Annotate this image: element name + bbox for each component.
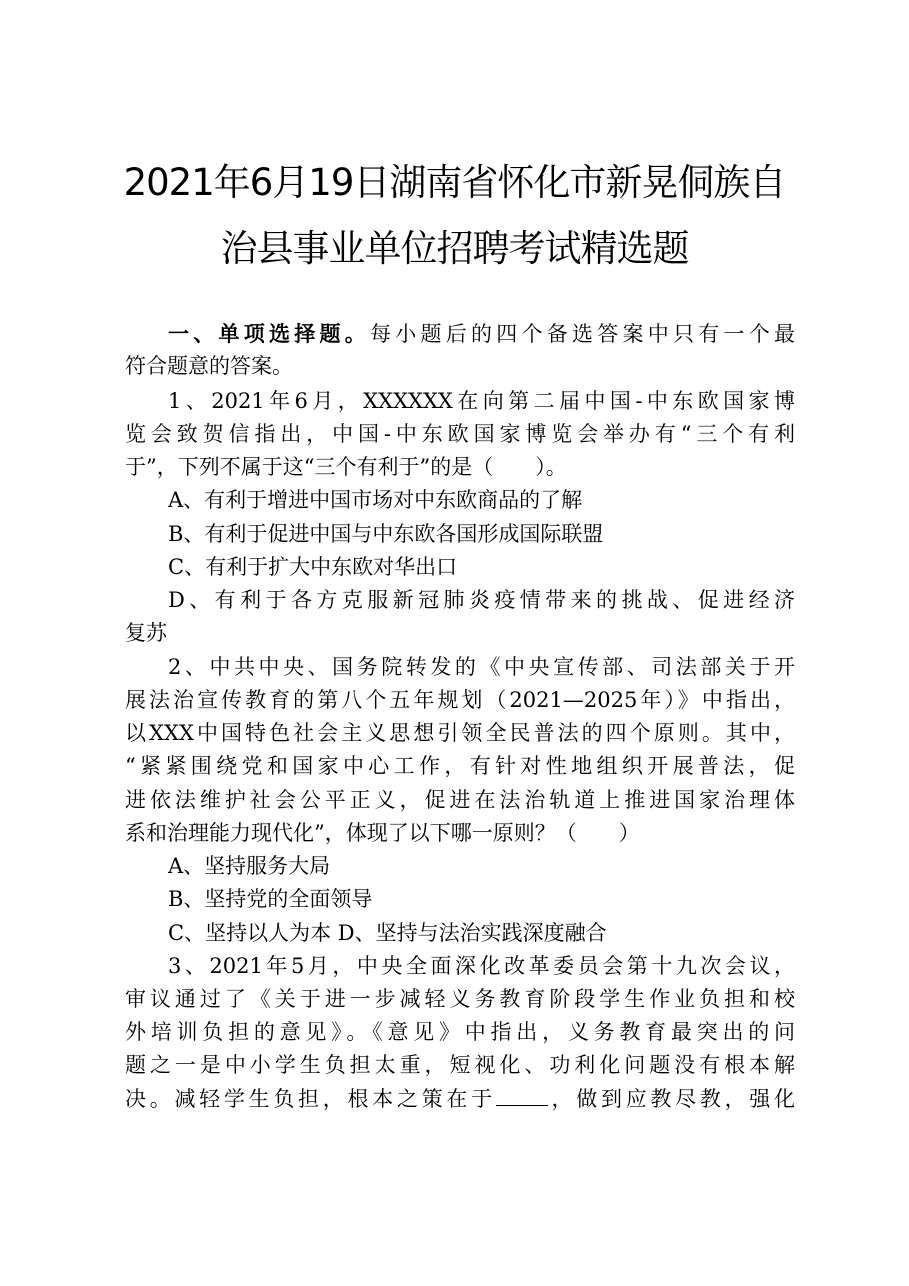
question-1-line-2: 览会致贺信指出，中国-中东欧国家博览会举办有“三个有利 bbox=[125, 422, 795, 446]
section-intro-line-2: 符合题意的答案。 bbox=[125, 354, 293, 378]
fill-in-blank bbox=[496, 1087, 548, 1106]
question-1-line-3: 于”，下列不属于这“三个有利于”的是（ ）。 bbox=[125, 455, 567, 479]
question-2-line-4: “紧紧围绕党和国家中心工作，有针对性地组织开展普法，促 bbox=[125, 754, 795, 778]
question-2-line-6: 系和治理能力现代化”，体现了以下哪一原则？（ ） bbox=[125, 821, 640, 845]
section-intro-line-1 bbox=[168, 318, 795, 350]
question-1-option-b: B、有利于促进中国与中东欧各国形成国际联盟 bbox=[168, 522, 604, 546]
question-3-line-5 bbox=[125, 1083, 795, 1115]
document-title-line-1: 2021年6月19日湖南省怀化市新晃侗族自 bbox=[123, 161, 786, 204]
question-3-line-2: 审议通过了《关于进一步减轻义务教育阶段学生作业负担和校 bbox=[125, 987, 795, 1011]
question-3-line-4: 题之一是中小学生负担太重，短视化、功利化问题没有根本解 bbox=[125, 1053, 795, 1077]
question-1-option-d-line-2: 复苏 bbox=[125, 621, 167, 645]
question-2-line-1: 2、中共中央、国务院转发的《中央宣传部、司法部关于开 bbox=[168, 655, 795, 679]
section-heading: 一、单项选择题。 bbox=[168, 321, 370, 346]
question-1-option-d-line-1: D、有利于各方克服新冠肺炎疫情带来的挑战、促进经济 bbox=[168, 588, 795, 612]
question-1-line-1: 1、2021年6月，XXXXXX在向第二届中国-中东欧国家博 bbox=[168, 389, 795, 413]
question-2-line-5: 进依法维护社会公平正义，促进在法治轨道上推进国家治理体 bbox=[125, 788, 795, 812]
question-3-line-5-text-after-blank: ，做到应教尽教，强化 bbox=[547, 1087, 795, 1111]
question-1-option-a: A、有利于增进中国市场对中东欧商品的了解 bbox=[168, 488, 583, 512]
question-3-line-3: 外培训负担的意见》。《意见》中指出，义务教育最突出的问 bbox=[125, 1020, 795, 1044]
question-2-line-3: 以XXX中国特色社会主义思想引领全民普法的四个原则。其中， bbox=[125, 721, 795, 745]
question-2-option-a: A、坚持服务大局 bbox=[168, 854, 331, 878]
question-1-option-c: C、有利于扩大中东欧对华出口 bbox=[168, 555, 458, 579]
question-3-line-1: 3、2021年5月，中央全面深化改革委员会第十九次会议， bbox=[168, 954, 795, 978]
question-2-option-b: B、坚持党的全面领导 bbox=[168, 887, 373, 911]
question-2-option-cd: C、坚持以人为本 D、坚持与法治实践深度融合 bbox=[168, 921, 607, 945]
document-title-line-2: 治县事业单位招聘考试精选题 bbox=[220, 227, 689, 270]
section-intro-text: 每小题后的四个备选答案中只有一个最 bbox=[370, 322, 795, 346]
question-3-line-5-text-before-blank: 决。减轻学生负担，根本之策在于 bbox=[125, 1087, 496, 1111]
question-2-line-2: 展法治宣传教育的第八个五年规划（2021—2025年）》中指出， bbox=[125, 688, 795, 712]
